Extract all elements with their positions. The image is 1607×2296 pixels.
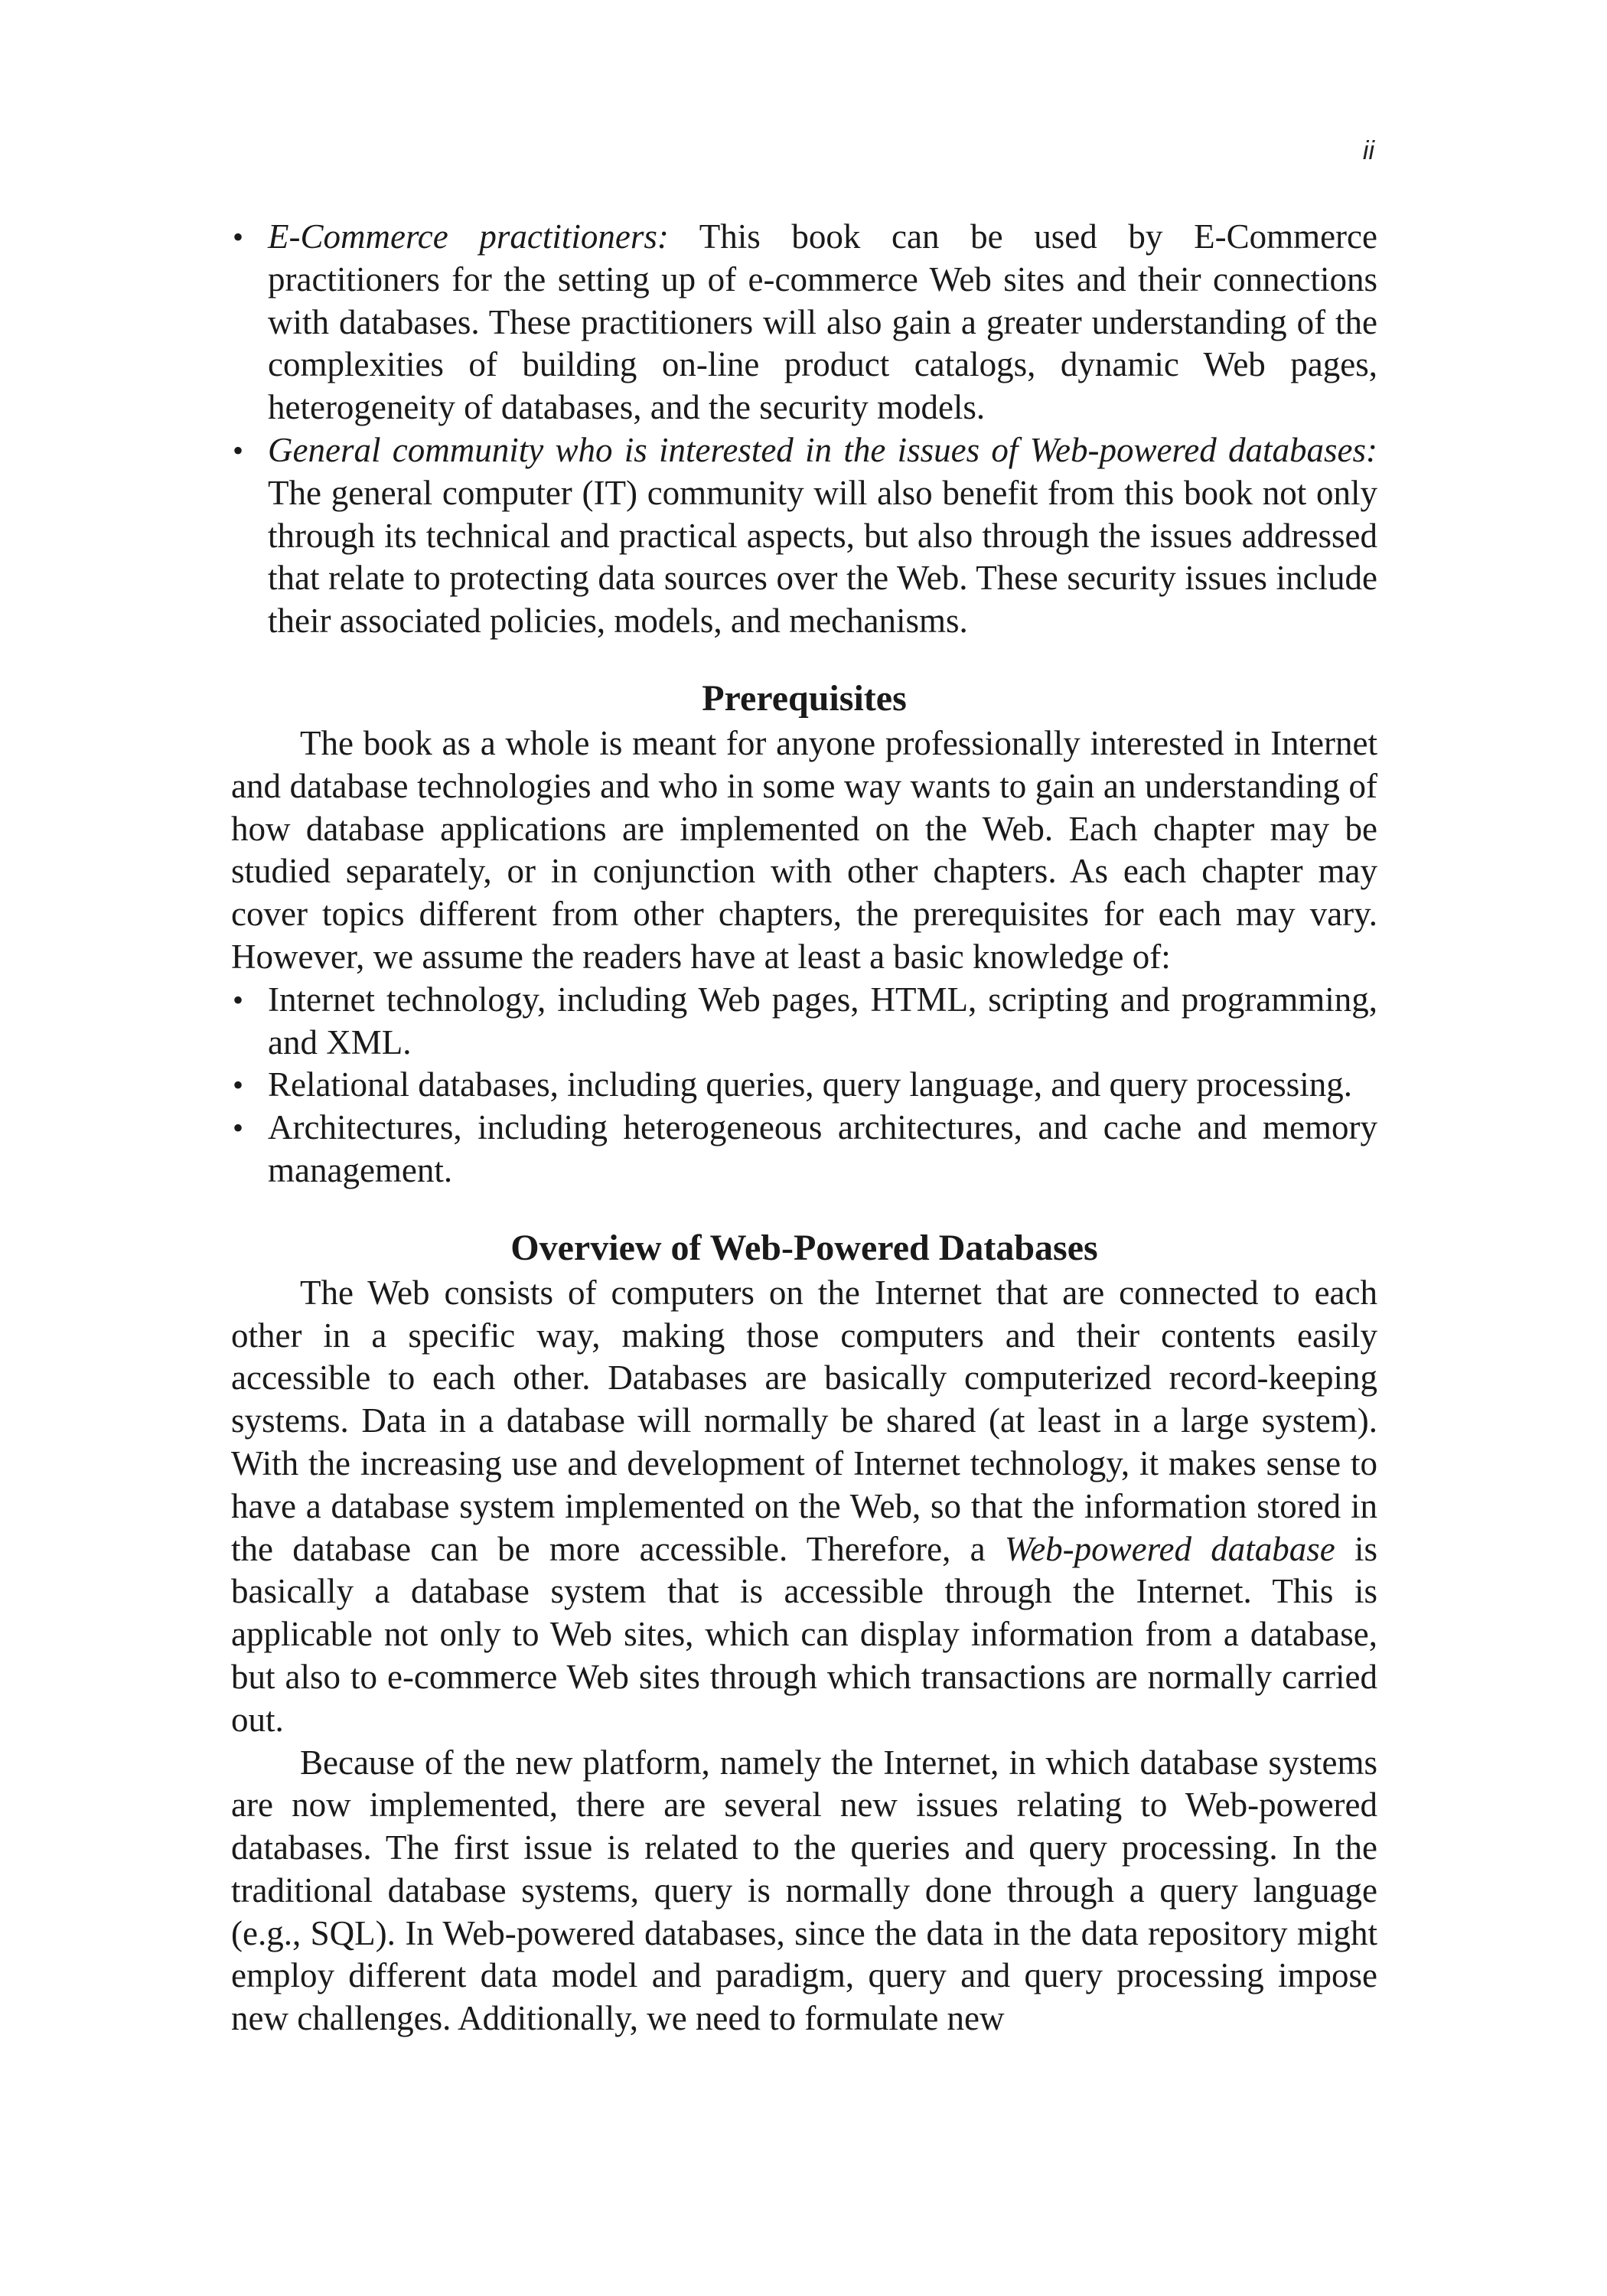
bullet-text: Internet technology, including Web pages, HTML, scripting and programming, and XML. [268,980,1377,1062]
bullet-text: Architectures, including heterogeneous architectures, and cache and memory management. [268,1108,1377,1189]
list-item [231,1064,1377,1107]
paragraph-text: is basically a database system that is accessible through the Internet. This is applicable not only to Web sites, which can display information from a database, but also to e-commerce Web sites through which transactions are normally carried out. [231,1529,1378,1739]
bullet-lead: General community who is interested in the issues of Web-powered databases: [268,430,1377,469]
bullet-lead: E-Commerce practitioners: [268,217,669,256]
bullet-icon: • [233,1068,244,1103]
overview-heading: Overview of Web-Powered Databases [510,1227,1098,1268]
bullet-icon: • [233,432,244,468]
bullet-icon: • [233,1110,244,1146]
list-item [231,979,1377,1065]
emphasized-term: Web-powered database [1004,1529,1335,1568]
bullet-text: This book can be used by E-Commerce practitioners for the setting up of e-commerce Web sites and their connections with databases. These practitioners will also gain a greater understanding of the complexities of building on-line product catalogs, dynamic Web pages, heterogeneity of databases, and the security models. [268,217,1377,427]
bullet-text: The general computer (IT) community will also benefit from this book not only through its technical and practical aspects, but also through the issues addressed that relate to protecting data sources over the Web. These security issues include their associated policies, models, and mechanisms. [268,473,1377,641]
overview-paragraph-2: Because of the new platform, namely the Internet, in which database systems are now implemented, there are several new issues relating to Web-powered databases. The first issue is related to the queries and query processing. In the traditional database systems, query is normally done through a query language (e.g., SQL). In Web-powered databases, since the data in the data repository might employ different data model and paradigm, query and query processing impose new challenges. Additionally, we need to formulate new [231,1743,1377,2038]
paragraph-text: The Web consists of computers on the Internet that are connected to each other in a specific way, making those computers and their contents easily accessible to each other. Databases are basically computerized record-keeping systems. Data in a database will normally be shared (at least in a large system). With the increasing use and development of Internet technology, it makes sense to have a database system implemented on the Web, so that the information stored in the database can be more accessible. Therefore, a [231,1273,1377,1568]
overview-paragraph-1 [231,1272,1377,1742]
list-item [231,429,1377,643]
prerequisites-list [231,979,1377,1192]
audience-list [231,216,1377,643]
bullet-icon: • [233,982,244,1017]
prerequisites-paragraph: The book as a whole is meant for anyone professionally interested in Internet and database technologies and who in some way wants to gain an understanding of how database applications are implemented on the Web. Each chapter may be studied separately, or in conjunction with other chapters. As each chapter may cover topics different from other chapters, the prerequisites for each may vary. However, we assume the readers have at least a basic knowledge of: [231,723,1377,976]
prerequisites-heading: Prerequisites [702,677,907,719]
page-body [231,216,1377,2040]
bullet-text: Relational databases, including queries, query language, and query processing. [268,1065,1353,1104]
bullet-icon: • [233,220,244,254]
list-item [231,1107,1377,1192]
page-number: ii [1362,136,1374,165]
list-item [231,216,1377,429]
